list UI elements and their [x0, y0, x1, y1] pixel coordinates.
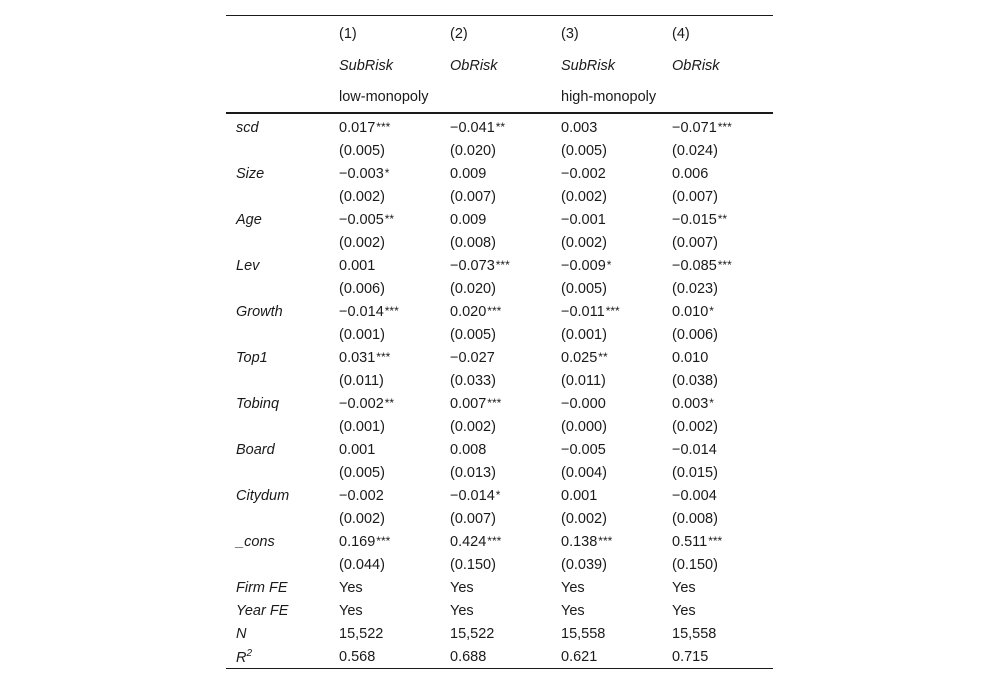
coefficient-cell: [440, 254, 551, 277]
row-blank: [226, 139, 329, 162]
standard-error: (0.005): [561, 142, 607, 159]
table-row: [226, 277, 773, 300]
footer-value: 15,558: [561, 625, 606, 642]
footer-value: 0.568: [329, 645, 440, 669]
footer-label-text: R: [236, 649, 247, 666]
significance-stars: **: [717, 211, 728, 226]
header-row-groups: [226, 81, 773, 113]
coefficient-value: 0.025: [561, 349, 598, 366]
footer-value: 15,558: [672, 625, 717, 642]
variable-name: Tobinq: [236, 395, 280, 412]
coefficient-value: 0.007: [450, 395, 487, 412]
coefficient-cell: [551, 484, 662, 507]
coefficient-value: 0.031: [339, 349, 376, 366]
coefficient-value: −0.005: [561, 441, 606, 458]
coefficient-cell: [329, 113, 440, 139]
standard-error: (0.150): [672, 556, 718, 573]
table-row: [226, 231, 773, 254]
significance-stars: ***: [376, 533, 391, 548]
standard-error: (0.015): [672, 464, 718, 481]
row-blank: [226, 415, 329, 438]
standard-error: (0.002): [450, 418, 496, 435]
group-label-low: low-monopoly: [329, 81, 551, 113]
standard-error: (0.013): [450, 464, 496, 481]
coefficient-cell: [329, 392, 440, 415]
coefficient-cell: [551, 208, 662, 231]
table-row: [226, 438, 773, 461]
row-blank: [226, 323, 329, 346]
significance-stars: **: [495, 119, 506, 134]
table-row: [226, 185, 773, 208]
footer-value: Yes: [672, 579, 696, 596]
footer-value: Yes: [561, 579, 585, 596]
regression-table: [226, 15, 773, 669]
significance-stars: ***: [717, 119, 732, 134]
significance-stars: *: [709, 303, 714, 318]
coefficient-value: 0.511: [672, 533, 708, 550]
footer-value: Yes: [450, 602, 474, 619]
group-label-high: high-monopoly: [551, 81, 773, 113]
standard-error: (0.001): [339, 326, 385, 343]
standard-error: (0.000): [561, 418, 607, 435]
regression-table-container: [226, 15, 773, 669]
coefficient-cell: [440, 392, 551, 415]
coefficient-value: −0.001: [561, 211, 606, 228]
standard-error: (0.039): [561, 556, 607, 573]
standard-error: (0.007): [672, 188, 718, 205]
coefficient-cell: [440, 300, 551, 323]
row-blank: [226, 461, 329, 484]
coefficient-value: −0.014: [339, 303, 384, 320]
coefficient-cell: [662, 254, 773, 277]
coefficient-cell: [440, 530, 551, 553]
header-blank: [226, 81, 329, 113]
coefficient-cell: [551, 438, 662, 461]
standard-error: (0.002): [672, 418, 718, 435]
coefficient-cell: [440, 346, 551, 369]
standard-error: (0.001): [561, 326, 607, 343]
row-blank: [226, 369, 329, 392]
dependent-variable: ObRisk: [672, 57, 720, 74]
table-row: [226, 622, 773, 645]
standard-error: (0.005): [339, 142, 385, 159]
footer-label: [226, 599, 329, 622]
table-row: [226, 599, 773, 622]
coefficient-value: 0.003: [561, 119, 598, 136]
table-row: [226, 645, 773, 669]
footer-value: 0.688: [440, 645, 551, 669]
coefficient-cell: [551, 113, 662, 139]
column-number: (2): [440, 16, 551, 51]
standard-error: (0.020): [450, 142, 496, 159]
table-row: [226, 392, 773, 415]
coefficient-cell: [329, 530, 440, 553]
standard-error: (0.007): [450, 510, 496, 527]
row-blank: [226, 231, 329, 254]
coefficient-value: −0.003: [339, 165, 384, 182]
coefficient-value: 0.009: [450, 165, 487, 182]
coefficient-cell: [329, 346, 440, 369]
coefficient-value: 0.006: [672, 165, 709, 182]
variable-name: _cons: [236, 533, 275, 550]
standard-error: (0.033): [450, 372, 496, 389]
standard-error: (0.007): [450, 188, 496, 205]
table-row: [226, 530, 773, 553]
footer-value: 15,522: [450, 625, 495, 642]
standard-error: (0.005): [339, 464, 385, 481]
standard-error: (0.008): [672, 510, 718, 527]
header-row-depvars: [226, 50, 773, 81]
coefficient-value: −0.015: [672, 211, 717, 228]
table-row: [226, 484, 773, 507]
row-blank: [226, 507, 329, 530]
significance-stars: ***: [598, 533, 613, 548]
coefficient-value: −0.009: [561, 257, 606, 274]
standard-error: (0.011): [561, 372, 606, 389]
coefficient-value: −0.005: [339, 211, 384, 228]
footer-value: Yes: [672, 602, 696, 619]
standard-error: (0.024): [672, 142, 718, 159]
variable-name: Age: [236, 211, 262, 228]
coefficient-cell: [551, 254, 662, 277]
coefficient-value: 0.010: [672, 303, 709, 320]
standard-error: (0.008): [450, 234, 496, 251]
coefficient-cell: [662, 392, 773, 415]
coefficient-cell: [551, 346, 662, 369]
standard-error: (0.005): [561, 280, 607, 297]
coefficient-cell: [329, 162, 440, 185]
dependent-variable: SubRisk: [339, 57, 393, 74]
coefficient-cell: [662, 113, 773, 139]
coefficient-value: 0.001: [339, 441, 376, 458]
significance-stars: *: [384, 165, 390, 180]
footer-value: Yes: [561, 602, 585, 619]
variable-name: Top1: [236, 349, 268, 366]
footer-label-text: Firm FE: [236, 579, 288, 596]
significance-stars: ***: [376, 349, 391, 364]
column-number: (3): [551, 16, 662, 51]
table-row: [226, 346, 773, 369]
coefficient-value: 0.008: [450, 441, 487, 458]
table-row: [226, 300, 773, 323]
significance-stars: *: [709, 395, 714, 410]
table-body: [226, 113, 773, 669]
coefficient-value: −0.041: [450, 119, 495, 136]
column-number: (4): [662, 16, 773, 51]
standard-error: (0.038): [672, 372, 718, 389]
variable-name: Board: [236, 441, 275, 458]
significance-stars: ***: [384, 303, 399, 318]
coefficient-cell: [440, 208, 551, 231]
coefficient-cell: [440, 484, 551, 507]
coefficient-value: −0.002: [561, 165, 606, 182]
coefficient-value: 0.169: [339, 533, 376, 550]
standard-error: (0.044): [339, 556, 385, 573]
significance-stars: **: [384, 211, 395, 226]
coefficient-value: −0.071: [672, 119, 717, 136]
header-corner: [226, 16, 329, 51]
coefficient-value: −0.002: [339, 487, 384, 504]
footer-label-text: Year FE: [236, 602, 289, 619]
coefficient-value: 0.010: [672, 349, 709, 366]
coefficient-cell: [551, 530, 662, 553]
significance-stars: ***: [487, 533, 502, 548]
coefficient-value: −0.073: [450, 257, 495, 274]
standard-error: (0.011): [339, 372, 384, 389]
coefficient-cell: [662, 346, 773, 369]
significance-stars: *: [495, 487, 501, 502]
table-row: [226, 507, 773, 530]
coefficient-cell: [440, 438, 551, 461]
footer-value: 0.621: [551, 645, 662, 669]
standard-error: (0.023): [672, 280, 718, 297]
table-row: [226, 323, 773, 346]
standard-error: (0.002): [561, 510, 607, 527]
row-blank: [226, 185, 329, 208]
coefficient-value: −0.000: [561, 395, 606, 412]
significance-stars: ***: [717, 257, 732, 272]
significance-stars: ***: [605, 303, 620, 318]
table-row: [226, 139, 773, 162]
standard-error: (0.006): [339, 280, 385, 297]
row-blank: [226, 277, 329, 300]
standard-error: (0.002): [339, 510, 385, 527]
table-row: [226, 461, 773, 484]
footer-value: Yes: [339, 579, 363, 596]
dependent-variable: ObRisk: [450, 57, 498, 74]
header-row-numbers: [226, 16, 773, 51]
standard-error: (0.006): [672, 326, 718, 343]
coefficient-cell: [440, 113, 551, 139]
coefficient-cell: [662, 162, 773, 185]
coefficient-cell: [329, 208, 440, 231]
coefficient-cell: [329, 484, 440, 507]
significance-stars: *: [606, 257, 612, 272]
footer-value: 0.715: [662, 645, 773, 669]
significance-stars: **: [384, 395, 395, 410]
footer-value: 15,522: [339, 625, 384, 642]
coefficient-value: −0.014: [672, 441, 717, 458]
footer-label: [226, 622, 329, 645]
variable-name: scd: [236, 119, 259, 136]
coefficient-value: −0.027: [450, 349, 495, 366]
table-row: [226, 162, 773, 185]
coefficient-value: −0.014: [450, 487, 495, 504]
coefficient-cell: [662, 438, 773, 461]
coefficient-value: −0.002: [339, 395, 384, 412]
coefficient-value: 0.001: [561, 487, 598, 504]
footer-label: [226, 576, 329, 599]
coefficient-value: 0.017: [339, 119, 376, 136]
coefficient-value: 0.020: [450, 303, 487, 320]
coefficient-value: 0.138: [561, 533, 598, 550]
table-row: [226, 576, 773, 599]
standard-error: (0.004): [561, 464, 607, 481]
variable-name: Lev: [236, 257, 260, 274]
standard-error: (0.002): [561, 234, 607, 251]
coefficient-cell: [662, 530, 773, 553]
footer-value: Yes: [339, 602, 363, 619]
coefficient-cell: [440, 162, 551, 185]
header-blank: [226, 50, 329, 81]
standard-error: (0.005): [450, 326, 496, 343]
coefficient-value: −0.004: [672, 487, 717, 504]
coefficient-value: 0.424: [450, 533, 487, 550]
coefficient-value: 0.001: [339, 257, 376, 274]
coefficient-cell: [662, 208, 773, 231]
coefficient-cell: [329, 438, 440, 461]
coefficient-cell: [662, 484, 773, 507]
coefficient-value: 0.003: [672, 395, 709, 412]
table-row: [226, 208, 773, 231]
table-row: [226, 113, 773, 139]
standard-error: (0.002): [339, 188, 385, 205]
table-row: [226, 369, 773, 392]
coefficient-cell: [329, 300, 440, 323]
standard-error: (0.002): [339, 234, 385, 251]
coefficient-cell: [551, 392, 662, 415]
significance-stars: ***: [487, 395, 502, 410]
table-row: [226, 553, 773, 576]
table-row: [226, 254, 773, 277]
variable-name: Size: [236, 165, 265, 182]
coefficient-value: 0.009: [450, 211, 487, 228]
variable-name: Growth: [236, 303, 283, 320]
footer-label: [226, 645, 329, 669]
column-number: (1): [329, 16, 440, 51]
standard-error: (0.020): [450, 280, 496, 297]
coefficient-value: −0.011: [561, 303, 605, 320]
coefficient-value: −0.085: [672, 257, 717, 274]
footer-label-superscript: 2: [246, 647, 253, 659]
significance-stars: ***: [495, 257, 510, 272]
coefficient-cell: [329, 254, 440, 277]
coefficient-cell: [662, 300, 773, 323]
coefficient-cell: [551, 162, 662, 185]
significance-stars: ***: [376, 119, 391, 134]
significance-stars: ***: [487, 303, 502, 318]
standard-error: (0.150): [450, 556, 496, 573]
footer-value: Yes: [450, 579, 474, 596]
significance-stars: **: [598, 349, 608, 364]
row-blank: [226, 553, 329, 576]
significance-stars: ***: [708, 533, 723, 548]
coefficient-cell: [551, 300, 662, 323]
standard-error: (0.007): [672, 234, 718, 251]
variable-name: Citydum: [236, 487, 290, 504]
footer-label-text: N: [236, 625, 247, 642]
standard-error: (0.001): [339, 418, 385, 435]
standard-error: (0.002): [561, 188, 607, 205]
dependent-variable: SubRisk: [561, 57, 615, 74]
table-row: [226, 415, 773, 438]
